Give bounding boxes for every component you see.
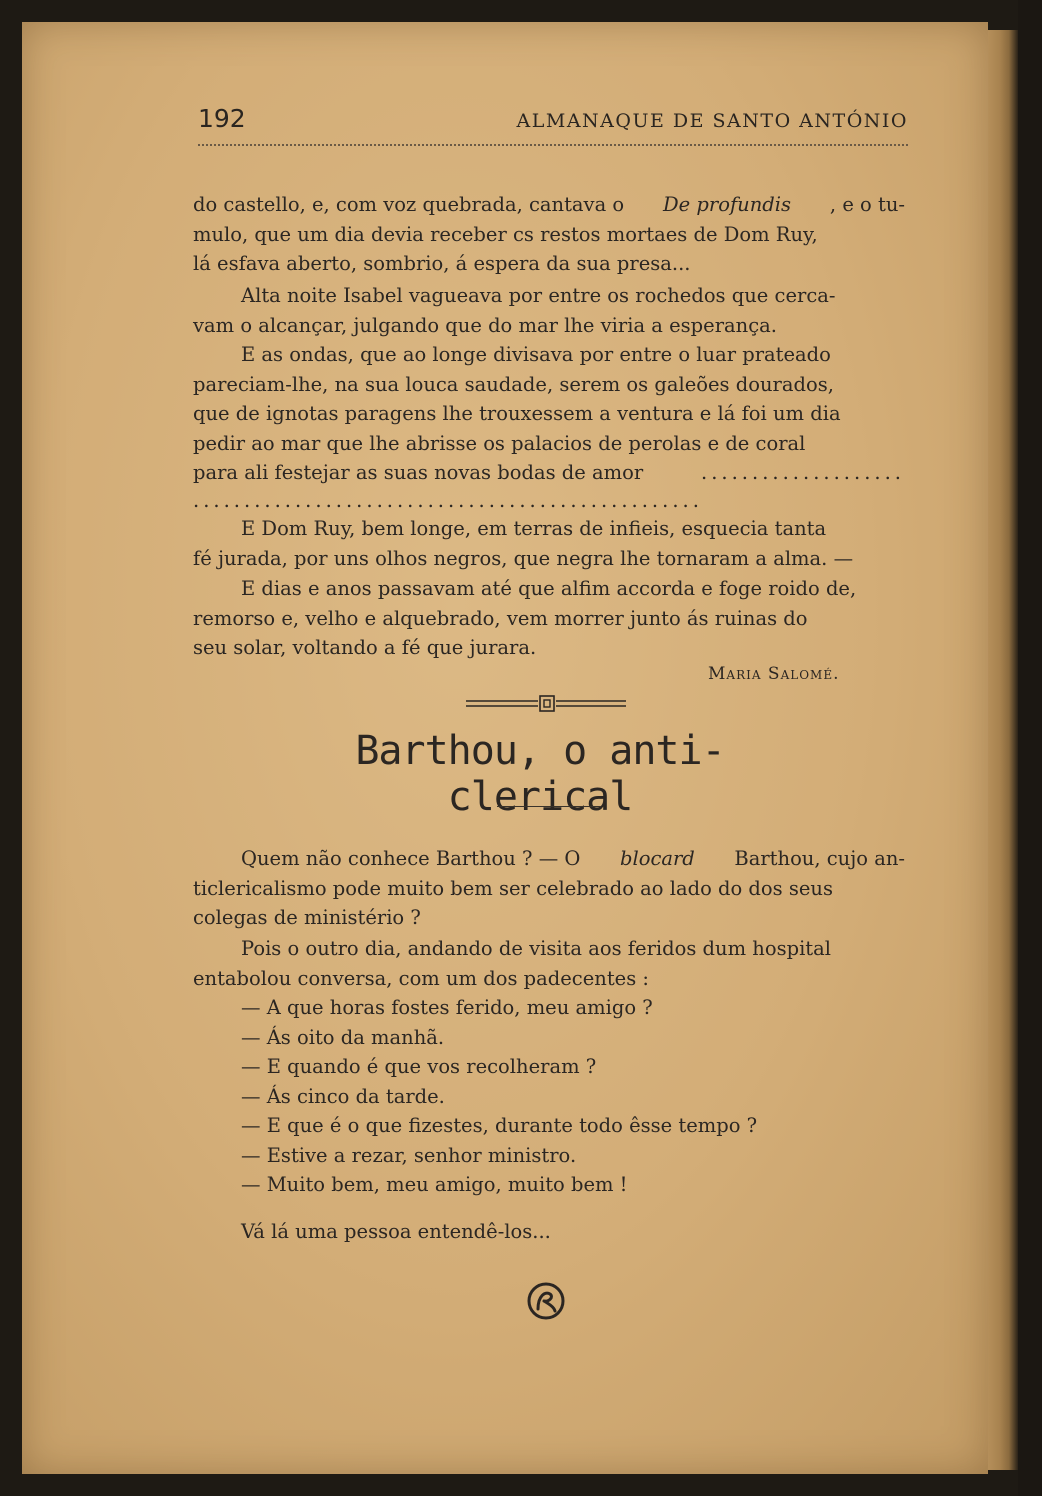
page-number: 192 — [198, 104, 246, 133]
dialogue-line: — A que horas fostes ferido, meu amigo ? — [241, 996, 653, 1019]
printer-mark-icon — [527, 1282, 565, 1320]
text-line: Quem não conhece Barthou ? — O blocard Barthou, cujo an- — [241, 847, 905, 870]
text-line: seu solar, voltando a fé que jurara. — [193, 636, 537, 659]
text-line: fé jurada, por uns olhos negros, que negra lhe tornaram a alma. — — [193, 546, 854, 570]
text-line: que de ignotas paragens lhe trouxessem a ventura e lá foi um dia — [193, 402, 841, 425]
dialogue-line: — Ás oito da manhã. — [241, 1025, 445, 1049]
story-paragraph-2 — [193, 281, 905, 340]
text-line: colegas de ministério ? — [193, 906, 421, 929]
text-line: do castello, e, com voz quebrada, cantava o De profundis , e o tu- — [193, 193, 905, 216]
text-line: ticlericalismo pode muito bem ser celebrado ao lado do dos seus — [193, 876, 833, 900]
dialogue-line: — Estive a rezar, senhor ministro. — [241, 1143, 577, 1167]
text-line: lá esfava aberto, sombrio, á espera da sua presa... — [193, 252, 691, 275]
dialogue-line: — E quando é que vos recolheram ? — [241, 1055, 597, 1078]
text-line: remorso e, velho e alquebrado, vem morrer junto ás ruinas do — [193, 606, 808, 630]
section-separator — [193, 486, 905, 516]
text-line: vam o alcançar, julgando que do mar lhe viria a esperança. — [193, 313, 777, 337]
separator-dots: .................................................. — [193, 489, 703, 512]
title-rule — [497, 806, 601, 807]
author-signature: Maria Salomé. — [708, 664, 840, 684]
article-paragraph-2 — [193, 934, 905, 993]
text-line: pareciam-lhe, na sua louca saudade, serem os galeões dourados, — [193, 372, 834, 396]
dialogue-line: — Muito bem, meu amigo, muito bem ! — [241, 1173, 628, 1196]
text-line: Alta noite Isabel vagueava por entre os rochedos que cerca- — [241, 284, 836, 307]
dialogue-line: — Ás cinco da tarde. — [241, 1084, 445, 1108]
article-paragraph-1 — [193, 844, 905, 933]
text-line: Vá lá uma pessoa entendê-los... — [241, 1220, 551, 1243]
story-paragraph-1 — [193, 190, 905, 279]
article-title: Barthou, o anti-clerical — [355, 728, 725, 820]
leader-dots: .................... — [701, 461, 905, 484]
running-head: ALMANAQUE DE SANTO ANTÓNIO — [516, 110, 908, 132]
page-edge — [988, 30, 1018, 1470]
text-line: E dias e anos passavam até que alfim accorda e foge roido de, — [241, 577, 857, 600]
text-line: Pois o outro dia, andando de visita aos feridos dum hospital — [241, 937, 832, 960]
story-paragraph-5 — [193, 574, 905, 663]
text-line: pedir ao mar que lhe abrisse os palacios de perolas e de coral — [193, 431, 806, 455]
article-closing — [193, 1217, 905, 1247]
dialogue — [193, 993, 905, 1200]
page-header — [198, 104, 908, 146]
text-line: E as ondas, que ao longe divisava por entre o luar prateado — [241, 343, 831, 366]
text-line: entabolou conversa, com um dos padecentes : — [193, 966, 649, 990]
dialogue-line: — E que é o que fizestes, durante todo êsse tempo ? — [241, 1114, 758, 1137]
ornament-divider — [466, 694, 628, 714]
binding-shadow — [1018, 0, 1042, 1496]
story-paragraph-4 — [193, 514, 905, 573]
text-line: mulo, que um dia devia receber cs restos mortaes de Dom Ruy, — [193, 222, 818, 246]
text-line: para ali festejar as suas novas bodas de amor .................... — [193, 458, 905, 488]
text-line: E Dom Ruy, bem longe, em terras de infieis, esquecia tanta — [241, 517, 827, 540]
story-paragraph-3 — [193, 340, 905, 488]
